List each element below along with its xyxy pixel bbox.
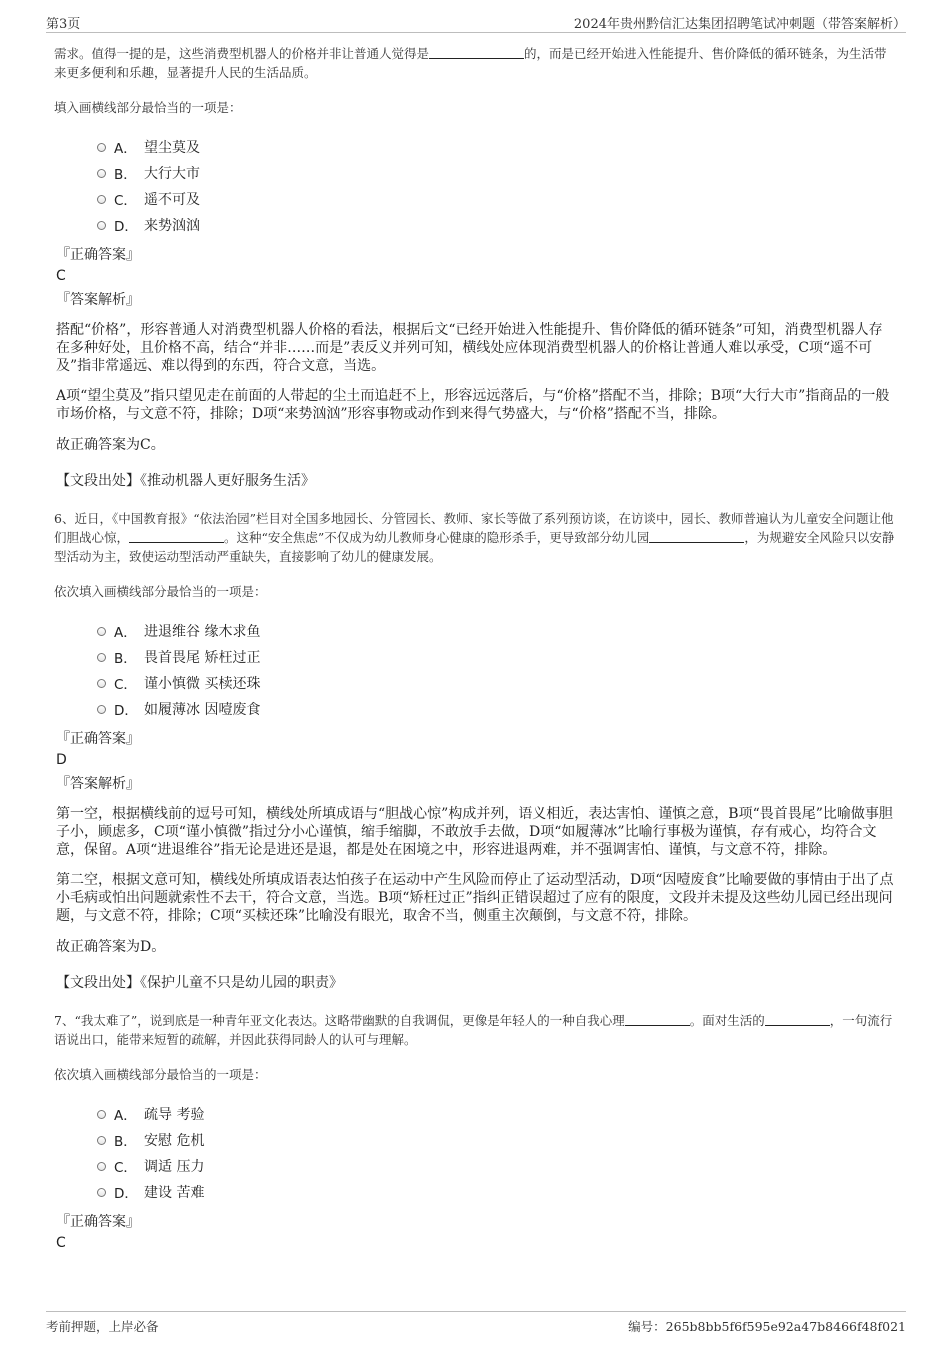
answer-label: 『正确答案』 xyxy=(56,731,140,747)
option-a[interactable]: A． 疏导 考验 xyxy=(97,1101,896,1127)
option-d[interactable]: D． 来势汹汹 xyxy=(97,212,896,238)
question-6-options xyxy=(97,618,896,722)
question-7-options xyxy=(97,1101,896,1205)
document-title: 2024年贵州黔信汇达集团招聘笔试冲刺题（带答案解析） xyxy=(573,17,906,32)
answer-value: D xyxy=(56,752,67,768)
question-5-text: 需求。值得一提的是，这些消费型机器人的价格并非让普通人觉得是 的，而是已经开始进入性能提升、售价降低的循环链条，为生活带来更多便利和乐趣，显著提升人民的生活品质。 xyxy=(54,46,887,80)
page-header xyxy=(46,8,906,33)
page-number: 第3页 xyxy=(46,17,81,32)
analysis-paragraph: 第一空，根据横线前的逗号可知，横线处所填成语与“胆战心惊”构成并列，语义相近，表达害怕、谨慎之意，B项“畏首畏尾”比喻做事胆子小，顾虑多，C项“谨小慎微”指过分小心谨慎，缩手缩脚，不敢放手去做，D项“如履薄冰”比喻行事极为谨慎，存有戒心，均符合文意，保留。A项“进退维谷”指无论是进还是退，都是处在困境之中，形容进退两难，并不强调害怕、谨慎，与文意不符，排除。 xyxy=(56,806,893,858)
radio-icon[interactable] xyxy=(97,169,106,178)
fill-blank xyxy=(429,46,524,59)
radio-icon[interactable] xyxy=(97,679,106,688)
question-6-text: 6、近日，《中国教育报》“依法治园”栏目对全国多地园长、分管园长、教师、家长等做了系列预访谈，在访谈中，园长、教师普遍认为儿童安全问题让他们胆战心惊， 。这种“安全焦虑”不仅成为幼儿教师身心健康的隐形杀手，更导致部分幼儿园 ，为规避安全风险只以安静型活动为主，致使运动型活动严重缺失，直接影响了幼儿的健康发展。 xyxy=(54,511,895,564)
analysis-label: 『答案解析』 xyxy=(56,776,140,792)
radio-icon[interactable] xyxy=(97,1162,106,1171)
option-b[interactable]: B． 安慰 危机 xyxy=(97,1127,896,1153)
radio-icon[interactable] xyxy=(97,143,106,152)
option-d[interactable]: D． 如履薄冰 因噎废食 xyxy=(97,696,896,722)
fill-blank xyxy=(129,530,224,543)
document-body xyxy=(54,44,896,1253)
option-c[interactable]: C． 调适 压力 xyxy=(97,1153,896,1179)
fill-blank xyxy=(765,1013,830,1026)
analysis-paragraph: A项“望尘莫及”指只望见走在前面的人带起的尘土而追赶不上，形容远远落后，与“价格”搭配不当，排除；B项“大行大市”指商品的一般市场价格，与文意不符，排除；D项“来势汹汹”形容事物或动作到来得气势盛大，与“价格”搭配不当，排除。 xyxy=(56,388,890,422)
radio-icon[interactable] xyxy=(97,195,106,204)
radio-icon[interactable] xyxy=(97,221,106,230)
option-c[interactable]: C． 遥不可及 xyxy=(97,186,896,212)
option-c[interactable]: C． 谨小慎微 买椟还珠 xyxy=(97,670,896,696)
answer-label: 『正确答案』 xyxy=(56,1214,140,1230)
fill-blank xyxy=(649,530,744,543)
answer-label: 『正确答案』 xyxy=(56,247,140,263)
document-id: 编号：265b8bb5f6f595e92a47b8466f48f021 xyxy=(628,1319,906,1334)
option-a[interactable]: A． 进退维谷 缘木求鱼 xyxy=(97,618,896,644)
page-footer xyxy=(46,1311,906,1342)
source-citation: 【文段出处】《推动机器人更好服务生活》 xyxy=(56,473,315,489)
question-5-options xyxy=(97,134,896,238)
analysis-conclusion: 故正确答案为C。 xyxy=(56,437,165,453)
analysis-paragraph: 搭配“价格”，形容普通人对消费型机器人价格的看法，根据后文“已经开始进入性能提升、售价降低的循环链条”可知，消费型机器人存在多种好处，且价格不高，结合“并非……而是”表反义并列可知，横线处应体现消费型机器人的价格让普通人难以承受，C项“遥不可及”指非常遥远、难以得到的东西，符合文意，当选。 xyxy=(56,322,883,374)
question-6-instruction: 依次填入画横线部分最恰当的一项是： xyxy=(54,584,267,599)
option-b[interactable]: B． 大行大市 xyxy=(97,160,896,186)
option-b[interactable]: B． 畏首畏尾 矫枉过正 xyxy=(97,644,896,670)
fill-blank xyxy=(625,1013,690,1026)
answer-value: C xyxy=(56,268,66,284)
footer-slogan: 考前押题，上岸必备 xyxy=(46,1319,159,1334)
question-7-instruction: 依次填入画横线部分最恰当的一项是： xyxy=(54,1067,267,1082)
question-5-instruction: 填入画横线部分最恰当的一项是： xyxy=(54,100,242,115)
radio-icon[interactable] xyxy=(97,627,106,636)
radio-icon[interactable] xyxy=(97,1136,106,1145)
analysis-conclusion: 故正确答案为D。 xyxy=(56,939,166,955)
radio-icon[interactable] xyxy=(97,705,106,714)
radio-icon[interactable] xyxy=(97,653,106,662)
question-7-text: 7、“我太难了”，说到底是一种青年亚文化表达。这略带幽默的自我调侃，更像是年轻人的一种自我心理 。面对生活的 ，一句流行语说出口，能带来短暂的疏解，并因此获得同龄人的认可与理解。 xyxy=(54,1013,893,1047)
option-d[interactable]: D． 建设 苦难 xyxy=(97,1179,896,1205)
source-citation: 【文段出处】《保护儿童不只是幼儿园的职责》 xyxy=(56,975,343,991)
answer-value: C xyxy=(56,1235,66,1251)
radio-icon[interactable] xyxy=(97,1188,106,1197)
analysis-paragraph: 第二空，根据文意可知，横线处所填成语表达怕孩子在运动中产生风险而停止了运动型活动，D项“因噎废食”比喻要做的事情由于出了点小毛病或怕出问题就索性不去干，符合文意，当选。B项“矫枉过正”指纠正错误超过了应有的限度，文段并未提及这些幼儿园已经出现问题，与文意不符，排除；C项“买椟还珠”比喻没有眼光，取舍不当，侧重主次颠倒，与文意不符，排除。 xyxy=(56,872,894,924)
radio-icon[interactable] xyxy=(97,1110,106,1119)
option-a[interactable]: A． 望尘莫及 xyxy=(97,134,896,160)
analysis-label: 『答案解析』 xyxy=(56,292,140,308)
